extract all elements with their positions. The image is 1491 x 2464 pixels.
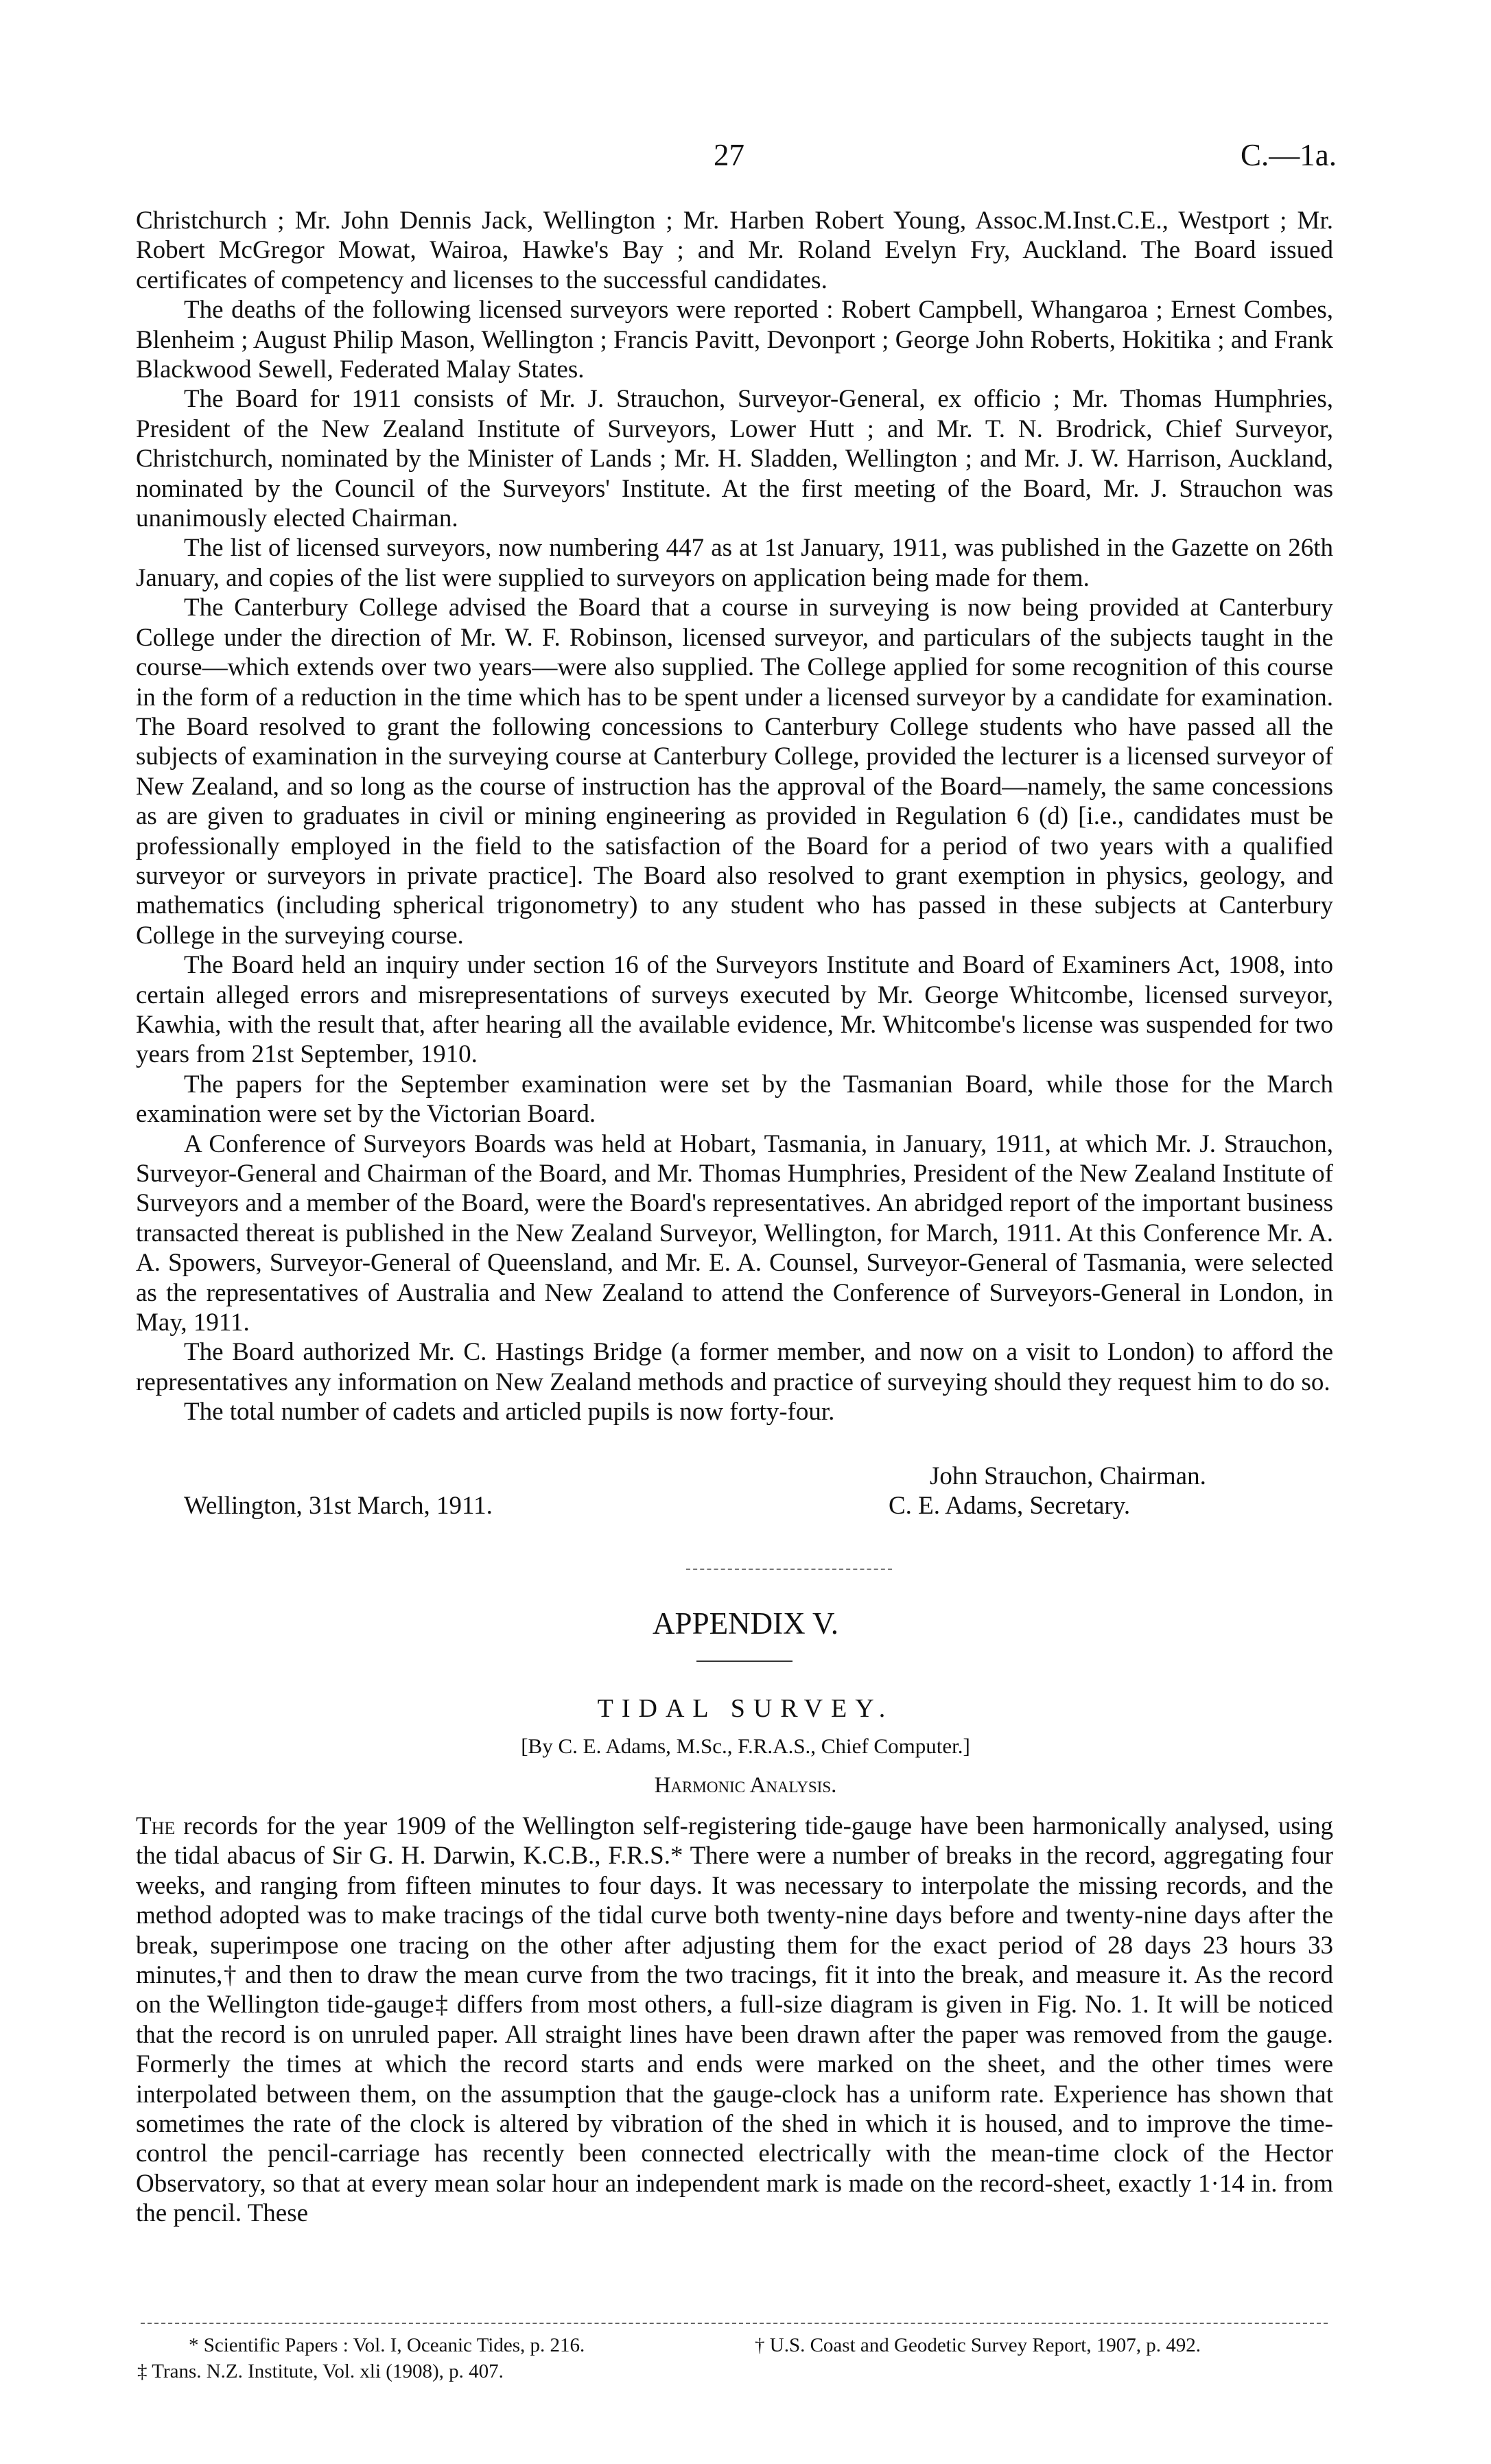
footnote: † U.S. Coast and Geodetic Survey Report, 1907, p. 492. [755,2334,1201,2356]
subheading: Harmonic Analysis. [654,1773,837,1798]
board-report-text [136,206,1333,1427]
paragraph: A Conference of Surveyors Boards was held at Hobart, Tasmania, in January, 1911, at which Mr. J. Strauchon, Surveyor-General and Chairman of the Board, and Mr. Thomas Humphries, President of the New Zealand Institute of Surveyors and a member of the Board, were the Board's representatives. An abridged report of the important business transacted thereat is published in the New Zealand Surveyor, Wellington, for March, 1911. At this Conference Mr. A. A. Spowers, Surveyor-General of Queensland, and Mr. E. A. Counsel, Surveyor-General of Tasmania, were selected as the representatives of Australia and New Zealand to attend the Conference of Surveyors-General in London, in May, 1911. [136,1129,1333,1337]
paragraph: The Board authorized Mr. C. Hastings Bridge (a former member, and now on a visit to London) to afford the representatives any information on New Zealand methods and practice of surveying should they request him to do so. [136,1338,1333,1396]
paragraph: The Canterbury College advised the Board that a course in surveying is now being provided at Canterbury College under the direction of Mr. W. F. Robinson, licensed surveyor, and particulars of the subjects taught in the course—which extends over two years—were also supplied. The College applied for some recognition of this course in the form of a reduction in the time which has to be spent under a licensed surveyor by a candidate for examination. The Board resolved to grant the following concessions to Canterbury College students who have passed all the subjects of examination in the surveying course at Canterbury College, provided the lecturer is a licensed surveyor of New Zealand, and so long as the course of instruction has the approval of the Board—namely, the same concessions as are given to graduates in civil or mining engineering as provided in Regulation 6 (d) [i.e., candidates must be professionally employed in the field to the satisfaction of the Board for a period of two years with a qualified surveyor or surveyors in private practice]. The Board also resolved to grant exemption in physics, geology, and mathematics (including spherical trigonometry) to any student who has passed in these subjects at Canterbury College in the surveying course. [136,594,1333,950]
footnote: * Scientific Papers : Vol. I, Oceanic Tides, p. 216. [189,2334,585,2356]
paragraph: The Board for 1911 consists of Mr. J. Strauchon, Surveyor-General, ex officio ; Mr. Thomas Humphries, President of the New Zealand Institute of Surveyors, Lower Hutt ; and Mr. T. N. Brodrick, Chief Surveyor, Christchurch, nominated by the Minister of Lands ; Mr. H. Sladden, Wellington ; and Mr. J. W. Harrison, Auckland, nominated by the Council of the Surveyors' Institute. At the first meeting of the Board, Mr. J. Strauchon was unanimously elected Chairman. [136,385,1333,533]
signature-chairman: John Strauchon, Chairman. [930,1462,1206,1490]
footnote-rule [141,2323,1328,2324]
footnote: ‡ Trans. N.Z. Institute, Vol. xli (1908), p. 407. [137,2360,504,2382]
paragraph: The total number of cadets and articled pupils is now forty-four. [184,1398,835,1427]
byline: [By C. E. Adams, M.Sc., F.R.A.S., Chief Computer.] [521,1734,970,1758]
page-number: 27 [714,138,744,172]
paragraph: The papers for the September examination were set by the Tasmanian Board, while those for the March examination were set by the Victorian Board. [136,1070,1333,1129]
appendix-body: records for the year 1909 of the Wellington self-registering tide-gauge have been harmonically analysed, using the tidal abacus of Sir G. H. Darwin, K.C.B., F.R.S.* There were a number of breaks in the record, aggregating four weeks, and ranging from fifteen minutes to four days. It was necessary to interpolate the missing records, and the method adopted was to make tracings of the tidal curve both twenty-nine days before and twenty-nine days after the break, superimpose one tracing on the other after adjusting them for the exact period of 28 days 23 hours 33 minutes,† and then to draw the mean curve from the two tracings, fit it into the break, and measure it. As the record on the Wellington tide-gauge‡ differs from most others, a full-size diagram is given in Fig. No. 1. It will be noticed that the record is on unruled paper. All straight lines have been drawn after the paper was removed from the gauge. Formerly the times at which the record starts and ends were marked on the sheet, and the other times were interpolated between them, on the assumption that the gauge-clock has a uniform rate. Experience has shown that sometimes the rate of the clock is altered by vibration of the shed in which it is housed, and to improve the time-control the pencil-carriage has recently been connected electrically with the mean-time clock of the Hector Observatory, so that at every mean solar hour an independent mark is made on the record-sheet, exactly 1·14 in. from the pencil. These [136,1812,1333,2228]
paragraph [136,1811,1333,2229]
signature-secretary: C. E. Adams, Secretary. [889,1492,1131,1520]
paragraph: The deaths of the following licensed surveyors were reported : Robert Campbell, Whangaroa ; Ernest Combes, Blenheim ; August Philip Mason, Wellington ; Francis Pavitt, Devonport ; George John Roberts, Hokitika ; and Frank Blackwood Sewell, Federated Malay States. [136,296,1333,384]
paragraph: Christchurch ; Mr. John Dennis Jack, Wellington ; Mr. Harben Robert Young, Assoc.M.Inst.C.E., Westport ; Mr. Robert McGregor Mowat, Wairoa, Hawke's Bay ; and Mr. Roland Evelyn Fry, Auckland. The Board issued certificates of competency and licenses to the successful candidates. [136,207,1333,294]
signature-place-date: Wellington, 31st March, 1911. [184,1492,493,1520]
appendix-text [136,1811,1333,2229]
lead-word: The [136,1812,176,1840]
document-reference: C.—1a. [1241,138,1337,172]
title-rule [696,1661,793,1662]
paragraph: The list of licensed surveyors, now numbering 447 as at 1st January, 1911, was published in the Gazette on 26th January, and copies of the list were supplied to surveyors on application being made for them. [136,534,1333,592]
section-divider [686,1569,892,1570]
appendix-title: APPENDIX V. [653,1606,838,1641]
section-title: TIDAL SURVEY. [597,1694,894,1723]
paragraph: The Board held an inquiry under section 16 of the Surveyors Institute and Board of Examiners Act, 1908, into certain alleged errors and misrepresentations of surveys executed by Mr. George Whitcombe, licensed surveyor, Kawhia, with the result that, after hearing all the available evidence, Mr. Whitcombe's license was suspended for two years from 21st September, 1910. [136,951,1333,1069]
